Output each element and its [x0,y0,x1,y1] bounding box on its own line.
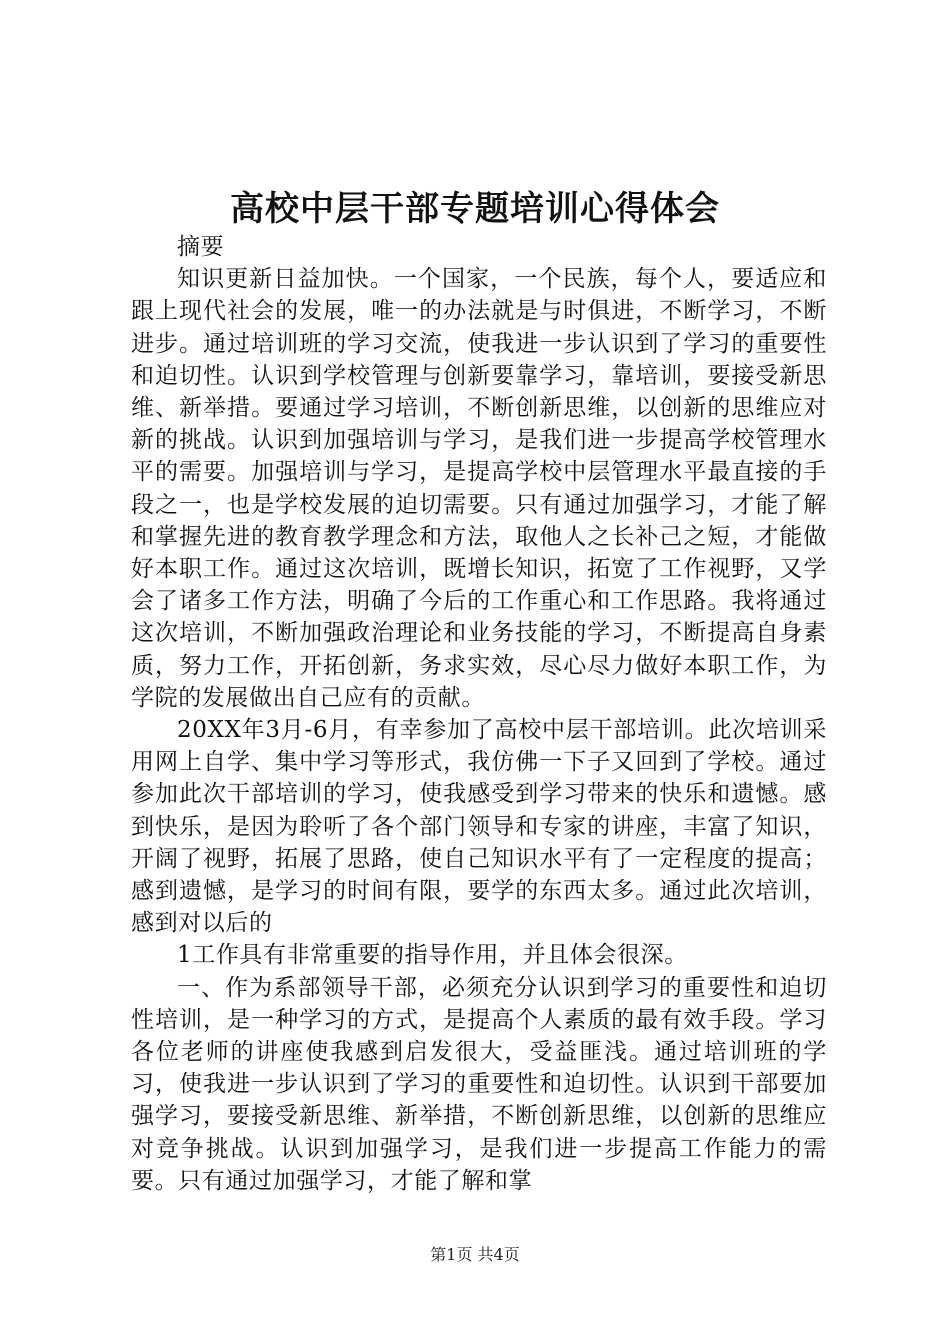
document-title: 高校中层干部专题培训心得体会 [230,189,720,229]
abstract-heading: 摘要 [177,234,225,260]
document-body [131,231,827,1197]
paragraph-guidance: 1工作具有非常重要的指导作用，并且体会很深。 [177,942,688,969]
paragraph-training-intro: 20XX年3月-6月，有幸参加了高校中层干部培训。此次培训采用网上自学、集中学习等形式，我仿佛一下子又回到了学校。通过参加此次干部培训的学习，使我感受到学习带来的快乐和遗憾。感到快乐，是因为聆听了各个部门领导和专家的讲座，丰富了知识，开阔了视野，拓展了思路，使自己知识水平有了一定程度的提高；感到遗憾，是学习的时间有限，要学的东西太多。通过此次培训，感到对以后的 [131,717,827,937]
paragraph-section-one: 一、作为系部领导干部，必须充分认识到学习的重要性和迫切性培训，是一种学习的方式，是提高个人素质的最有效手段。学习各位老师的讲座使我感到启发很大，受益匪浅。通过培训班的学习，使我进一步认识到了学习的重要性和迫切性。认识到干部要加强学习，要接受新思维、新举措，不断创新思维，以创新的思维应对竞争挑战。认识到加强学习，是我们进一步提高工作能力的需要。只有通过加强学习，才能了解和掌 [131,974,827,1194]
paragraph-abstract: 知识更新日益加快。一个国家，一个民族，每个人，要适应和跟上现代社会的发展，唯一的办法就是与时俱进，不断学习，不断进步。通过培训班的学习交流，使我进一步认识到了学习的重要性和迫切性。认识到学校管理与创新要靠学习，靠培训，要接受新思维、新举措。要通过学习培训，不断创新思维，以创新的思维应对新的挑战。认识到加强培训与学习，是我们进一步提高学校管理水平的需要。加强培训与学习，是提高学校中层管理水平最直接的手段之一，也是学校发展的迫切需要。只有通过加强学习，才能了解和掌握先进的教育教学理念和方法，取他人之长补己之短，才能做好本职工作。通过这次培训，既增长知识，拓宽了工作视野，又学会了诸多工作方法，明确了今后的工作重心和工作思路。我将通过这次培训，不断加强政治理论和业务技能的学习，不断提高自身素质，努力工作，开拓创新，务求实效，尽心尽力做好本职工作，为学院的发展做出自己应有的贡献。 [131,266,827,711]
page-footer: 第1页 共4页 [430,1245,520,1264]
